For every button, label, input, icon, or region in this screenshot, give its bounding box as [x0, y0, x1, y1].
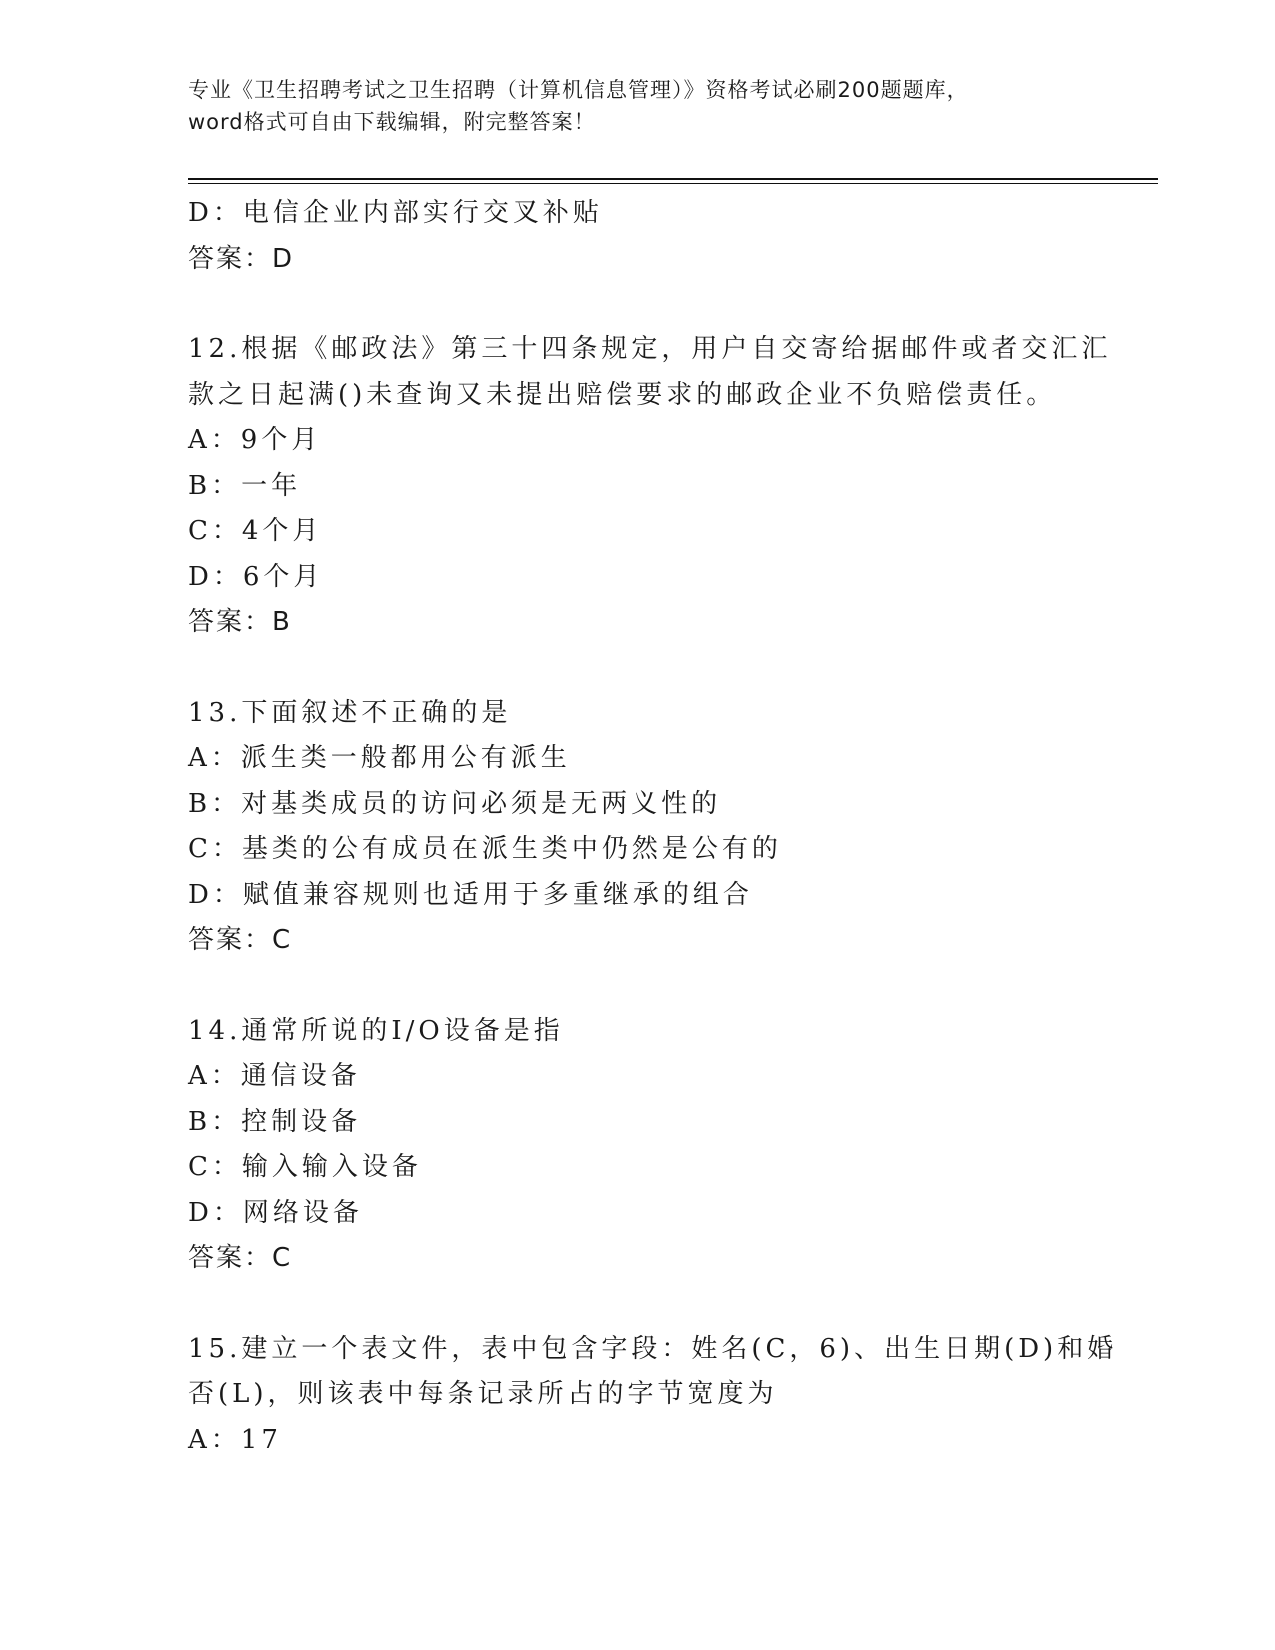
question-stem: 14.通常所说的I/O设备是指 [188, 1015, 564, 1046]
question-stem: 12.根据《邮政法》第三十四条规定，用户自交寄给据邮件或者交汇汇 [188, 334, 1112, 364]
question-stem: 款之日起满()未查询又未提出赔偿要求的邮政企业不负赔偿责任。 [188, 379, 1057, 410]
question-15 [188, 1327, 1118, 1464]
header-line-1: 专业《卫生招聘考试之卫生招聘（计算机信息管理）》资格考试必刷200题题库， [188, 78, 969, 102]
header-line-2: word格式可自由下载编辑，附完整答案！ [188, 110, 596, 134]
option-b: B：对基类成员的访问必须是无两义性的 [188, 788, 722, 819]
prev-answer: 答案：D [188, 243, 295, 274]
option-d: D：网络设备 [188, 1197, 363, 1228]
option-a: A：17 [188, 1424, 282, 1455]
answer: 答案：C [188, 1243, 293, 1273]
answer: 答案：C [188, 925, 293, 955]
document-header [188, 74, 1088, 138]
question-stem: 15.建立一个表文件，表中包含字段：姓名(C，6)、出生日期(D)和婚 [188, 1333, 1118, 1364]
header-rule-thick [188, 178, 1158, 180]
question-stem: 否(L)，则该表中每条记录所占的字节宽度为 [188, 1379, 778, 1409]
option-d: D：赋值兼容规则也适用于多重继承的组合 [188, 879, 753, 910]
option-a: A：9个月 [188, 425, 322, 455]
option-d: D：6个月 [188, 561, 324, 592]
header-rule-thin [188, 183, 1158, 184]
option-b: B：一年 [188, 470, 302, 501]
question-12 [188, 327, 1112, 646]
option-c: C：基类的公有成员在派生类中仍然是公有的 [188, 834, 782, 864]
option-c: C：输入输入设备 [188, 1152, 422, 1182]
option-a: A：通信设备 [188, 1061, 361, 1091]
question-13 [188, 691, 1088, 964]
option-a: A：派生类一般都用公有派生 [188, 743, 571, 773]
question-stem: 13.下面叙述不正确的是 [188, 697, 512, 728]
option-c: C：4个月 [188, 516, 323, 546]
question-14 [188, 1009, 1088, 1282]
prev-option-d: D：电信企业内部实行交叉补贴 [188, 198, 603, 228]
question-list [188, 191, 1118, 1463]
answer: 答案：B [188, 607, 292, 637]
option-b: B：控制设备 [188, 1106, 362, 1137]
